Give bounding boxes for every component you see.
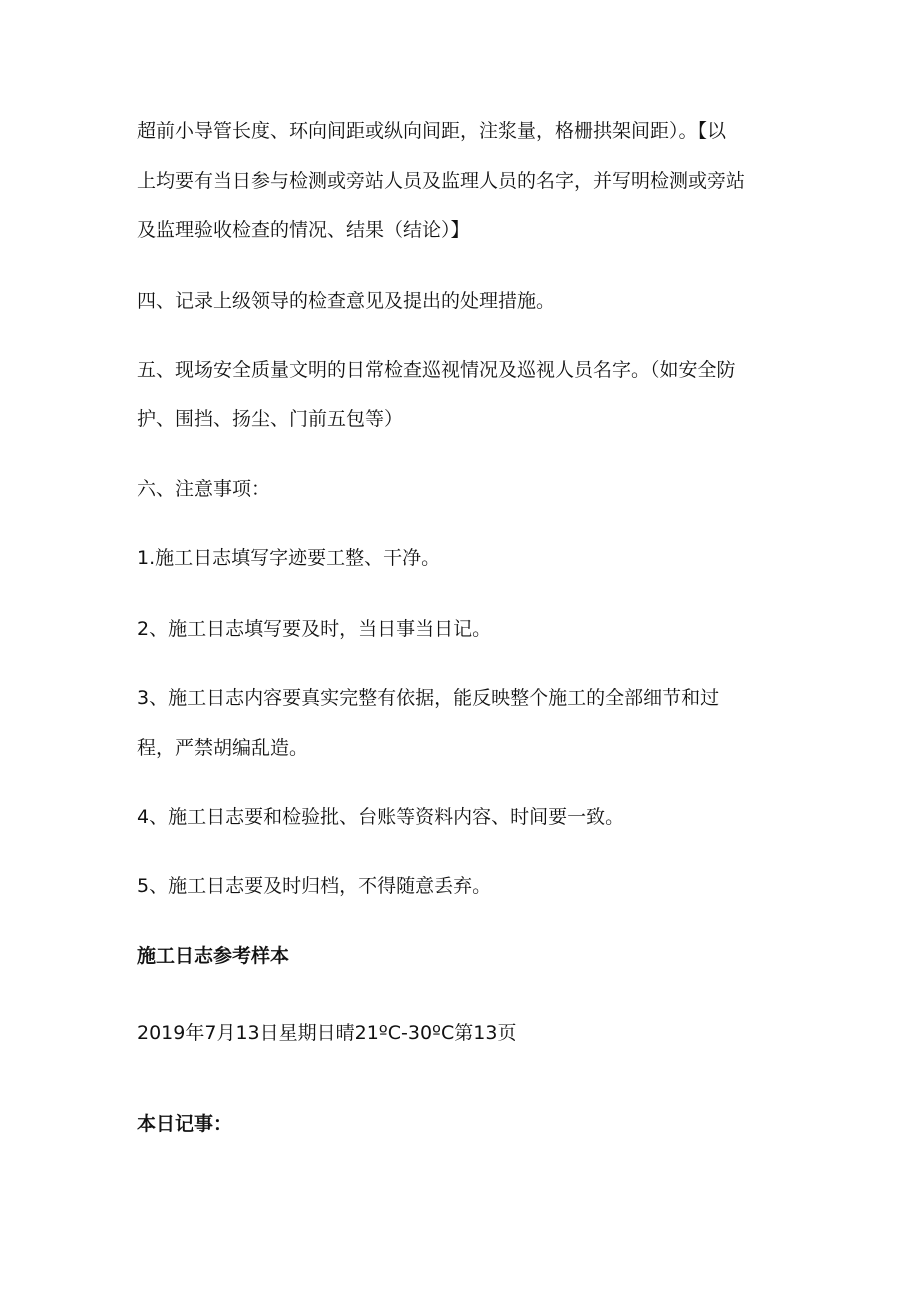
list-item: 4、施工日志要和检验批、台账等资料内容、时间要一致。 [137, 806, 625, 828]
list-item: 5、施工日志要及时归档，不得随意丢弃。 [137, 875, 492, 897]
daily-notes-heading: 本日记事： [137, 1113, 233, 1135]
list-item: 3、施工日志内容要真实完整有依据，能反映整个施工的全部细节和过 [137, 687, 720, 709]
text-line: 四、记录上级领导的检查意见及提出的处理措施。 [137, 290, 556, 312]
text-line: 上均要有当日参与检测或旁站人员及监理人员的名字，并写明检测或旁站 [137, 170, 746, 192]
text-line: 及监理验收检查的情况、结果（结论）】 [137, 219, 470, 241]
list-item: 2、施工日志填写要及时，当日事当日记。 [137, 618, 492, 640]
text-line: 五、现场安全质量文明的日常检查巡视情况及巡视人员名字。（如安全防 [137, 359, 736, 381]
list-item: 1.施工日志填写字迹要工整、干净。 [137, 547, 441, 569]
text-line: 超前小导管长度、环向间距或纵向间距，注浆量，格栅拱架间距）。【以 [137, 120, 727, 142]
list-item-continuation: 程，严禁胡编乱造。 [137, 737, 309, 759]
section-heading: 六、注意事项： [137, 478, 271, 500]
date-weather-line: 2019年7月13日星期日晴21ºC-30ºC第13页 [137, 1022, 517, 1044]
text-line: 护、围挡、扬尘、门前五包等） [137, 408, 404, 430]
sample-title: 施工日志参考样本 [137, 945, 290, 967]
